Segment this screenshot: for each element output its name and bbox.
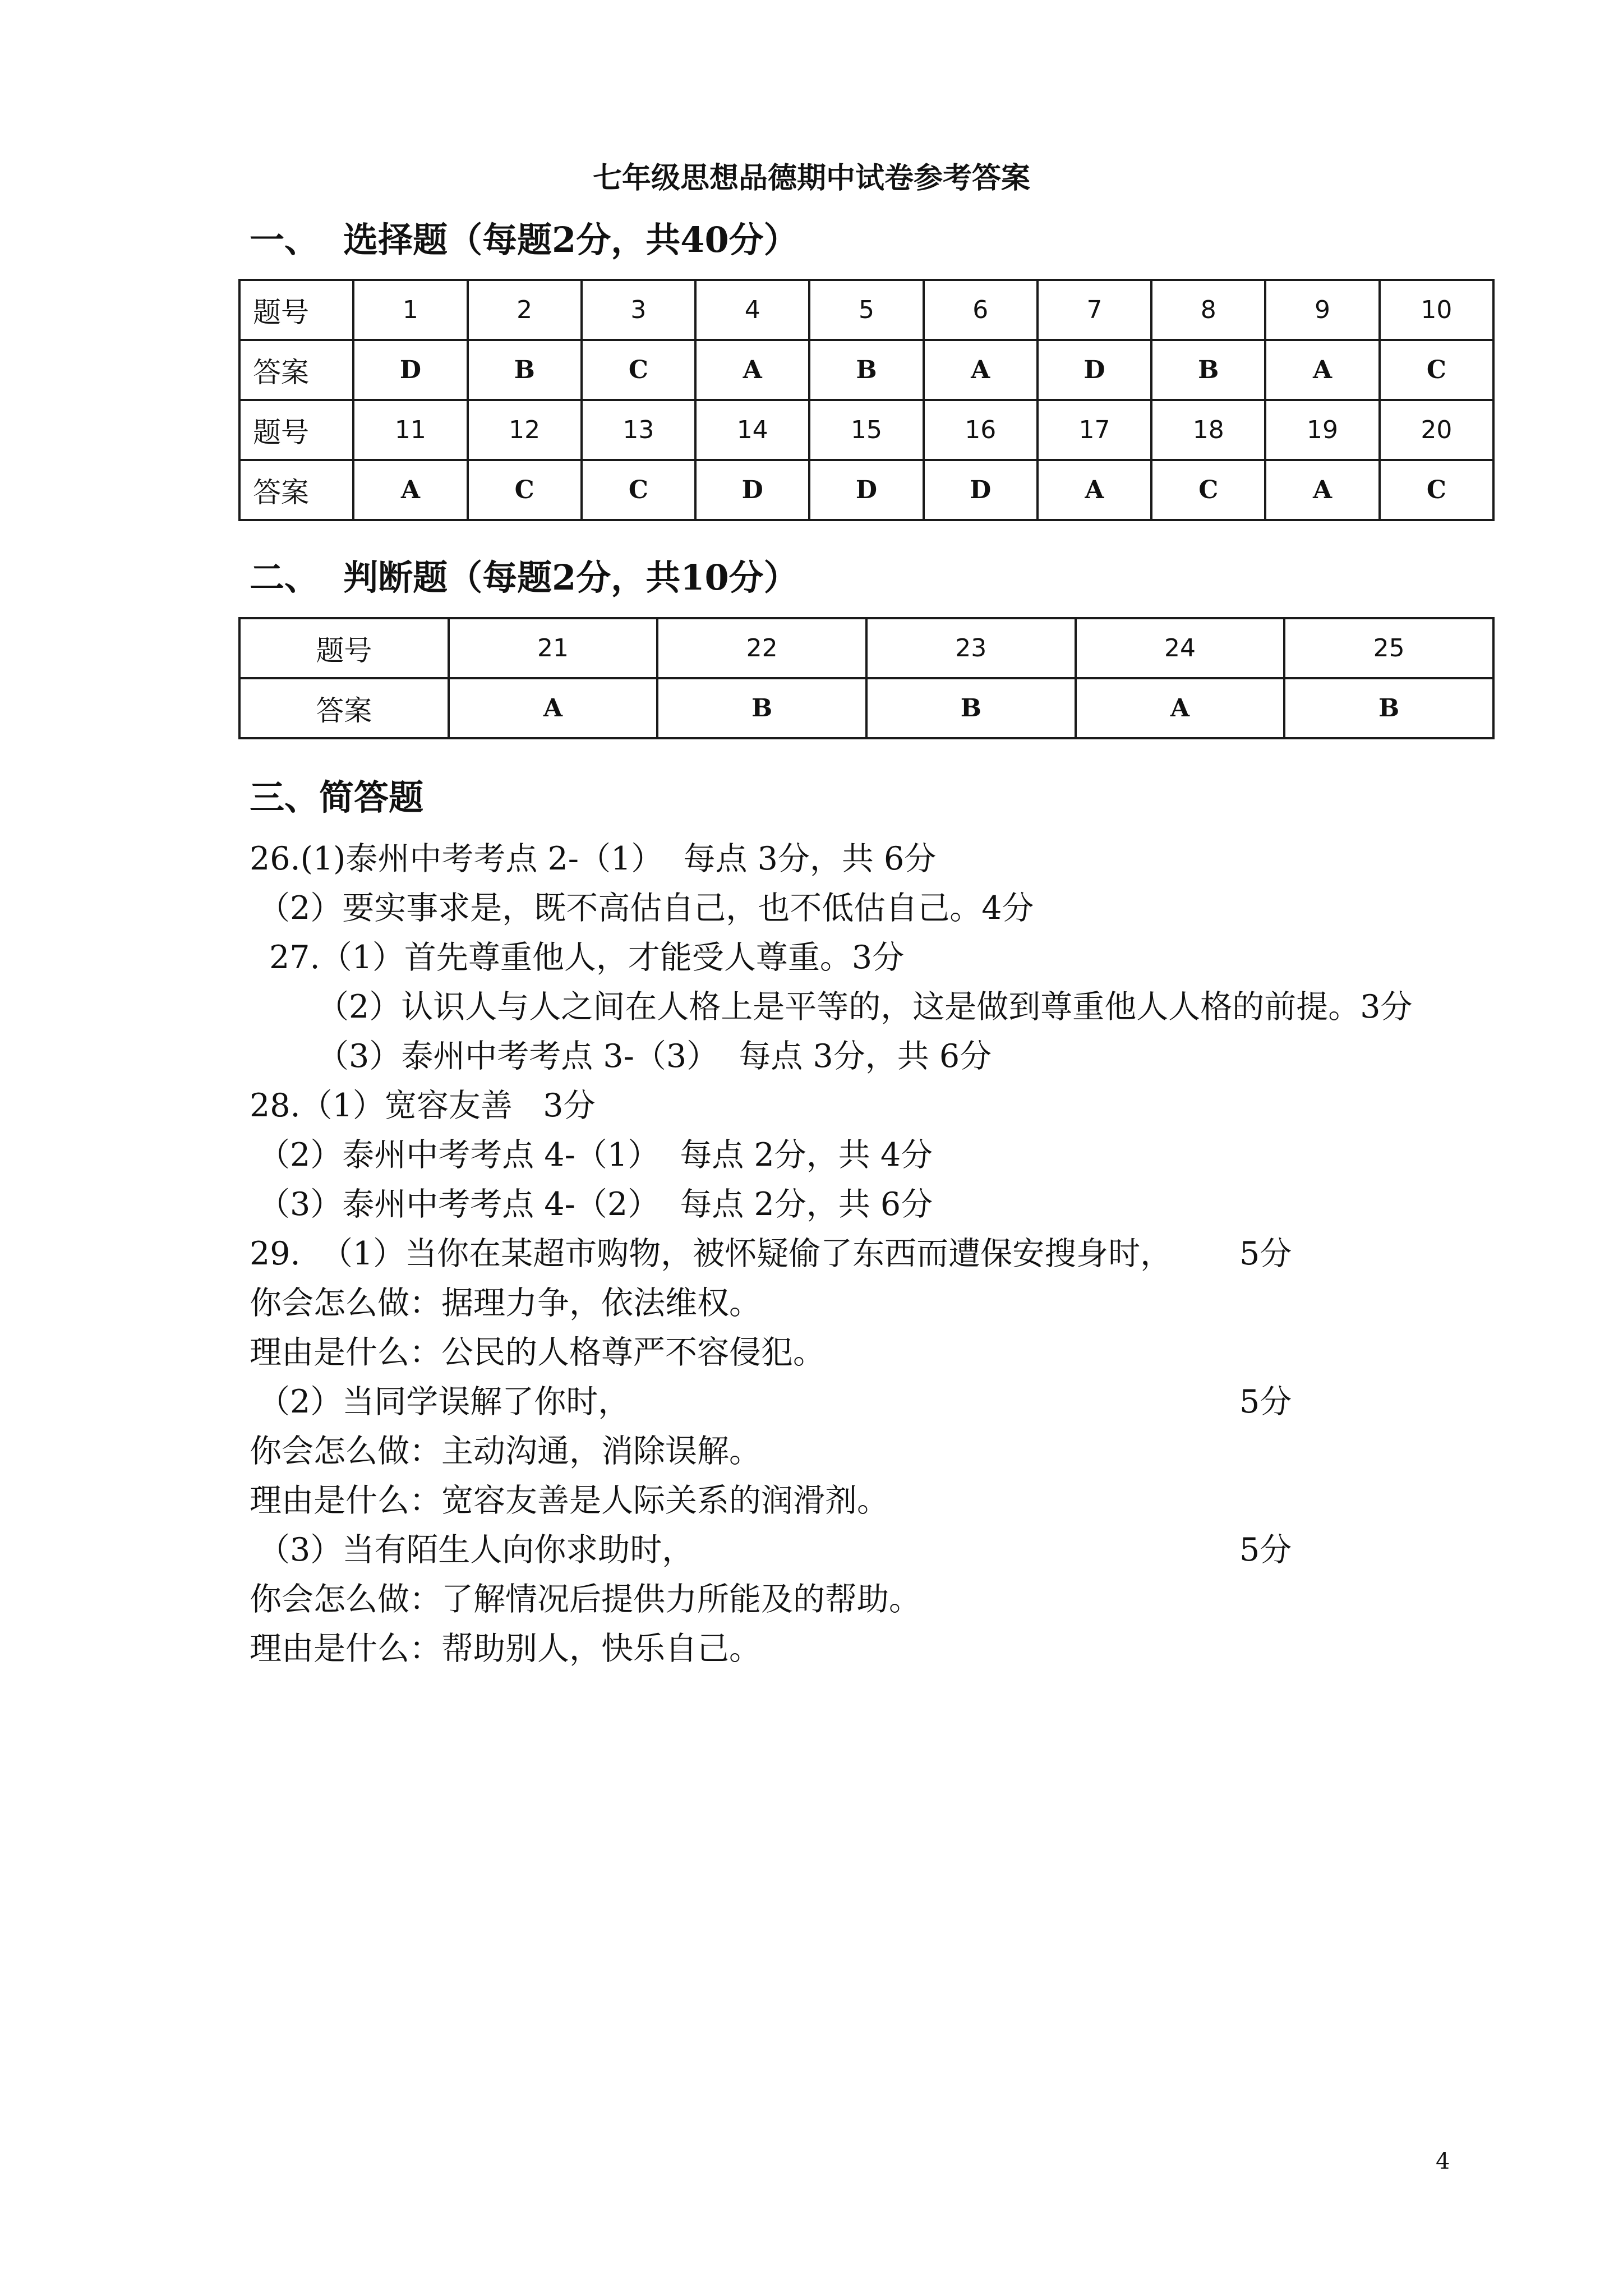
table-row [239,678,1493,738]
answer-line: 27.（1）首先尊重他人，才能受人尊重。3分 [269,939,905,976]
question-number: 24 [1076,618,1285,678]
answer-cell: D [1038,340,1151,400]
answer-line: 29. （1）当你在某超市购物，被怀疑偷了东西而遭保安搜身时， [250,1235,1173,1272]
answer-cell: D [924,460,1038,520]
table-row [239,460,1493,520]
answer-cell: A [1038,460,1151,520]
question-number: 14 [695,400,809,460]
page-number: 4 [1436,2148,1450,2174]
question-number: 23 [866,618,1076,678]
question-number: 16 [924,400,1038,460]
answer-line: （2）当同学误解了你时， [258,1383,630,1420]
answer-line: 你会怎么做：主动沟通，消除误解。 [250,1433,761,1470]
question-number: 6 [924,280,1038,340]
section-heading-true-false: 二、 判断题（每题2分，共10分） [250,557,799,598]
question-number: 3 [582,280,695,340]
answer-cell: B [1284,678,1493,738]
answer-cell: A [1265,340,1379,400]
answer-cell: A [924,340,1038,400]
answer-line: （2）泰州中考考点 4-（1） 每点 2分，共 4分 [258,1137,933,1174]
question-number: 15 [809,400,923,460]
answer-cell: D [353,340,467,400]
row-label-number: 题号 [239,280,353,340]
multiple-choice-answer-table [238,279,1495,521]
answer-line: （3）泰州中考考点 4-（2） 每点 2分，共 6分 [258,1186,933,1223]
answer-line: 理由是什么：公民的人格尊严不容侵犯。 [250,1334,825,1371]
answer-line: （2）认识人与人之间在人格上是平等的，这是做到尊重他人人格的前提。3分 [317,988,1413,1025]
question-number: 25 [1284,618,1493,678]
question-number: 22 [657,618,866,678]
answer-line: （2）要实事求是，既不高估自己，也不低估自己。4分 [258,890,1034,927]
score-label: 5分 [1239,1531,1292,1568]
answer-cell: A [1265,460,1379,520]
true-false-answer-table [238,617,1495,739]
question-number: 11 [353,400,467,460]
question-number: 1 [353,280,467,340]
question-number: 13 [582,400,695,460]
question-number: 2 [468,280,582,340]
question-number: 8 [1151,280,1265,340]
table-row [239,618,1493,678]
answer-cell: B [809,340,923,400]
answer-cell: A [353,460,467,520]
section-heading-short-answer: 三、简答题 [250,777,424,818]
answer-line: 26.(1)泰州中考考点 2-（1） 每点 3分，共 6分 [250,840,937,877]
answer-cell: D [809,460,923,520]
row-label-answer: 答案 [239,460,353,520]
answer-line: （3）泰州中考考点 3-（3） 每点 3分，共 6分 [317,1038,992,1075]
answer-cell: B [1151,340,1265,400]
table-row [239,280,1493,340]
score-label: 5分 [1239,1235,1292,1272]
question-number: 18 [1151,400,1265,460]
answer-line: 28.（1）宽容友善 3分 [250,1087,596,1124]
question-number: 19 [1265,400,1379,460]
answer-cell: A [1076,678,1285,738]
question-number: 5 [809,280,923,340]
row-label-answer: 答案 [239,678,449,738]
question-number: 7 [1038,280,1151,340]
answer-line: 你会怎么做：了解情况后提供力所能及的帮助。 [250,1581,921,1618]
answer-line: 理由是什么：宽容友善是人际关系的润滑剂。 [250,1482,889,1519]
answer-line: （3）当有陌生人向你求助时， [258,1531,694,1568]
page-title: 七年级思想品德期中试卷参考答案 [592,161,1030,195]
answer-cell: A [695,340,809,400]
row-label-number: 题号 [239,618,449,678]
answer-line: 你会怎么做：据理力争，依法维权。 [250,1285,761,1322]
question-number: 4 [695,280,809,340]
question-number: 9 [1265,280,1379,340]
question-number: 12 [468,400,582,460]
answer-line: 理由是什么：帮助别人，快乐自己。 [250,1630,761,1667]
answer-cell: C [582,460,695,520]
question-number: 20 [1380,400,1493,460]
answer-cell: B [866,678,1076,738]
answer-cell: D [695,460,809,520]
table-row [239,400,1493,460]
question-number: 10 [1380,280,1493,340]
answer-cell: C [582,340,695,400]
table-row [239,340,1493,400]
answer-cell: C [468,460,582,520]
answer-cell: A [449,678,658,738]
answer-cell: C [1151,460,1265,520]
answer-cell: C [1380,460,1493,520]
question-number: 17 [1038,400,1151,460]
answer-cell: B [468,340,582,400]
answer-cell: C [1380,340,1493,400]
section-heading-multiple-choice: 一、 选择题（每题2分，共40分） [250,219,799,260]
question-number: 21 [449,618,658,678]
answer-cell: B [657,678,866,738]
score-label: 5分 [1239,1383,1292,1420]
row-label-answer: 答案 [239,340,353,400]
row-label-number: 题号 [239,400,353,460]
